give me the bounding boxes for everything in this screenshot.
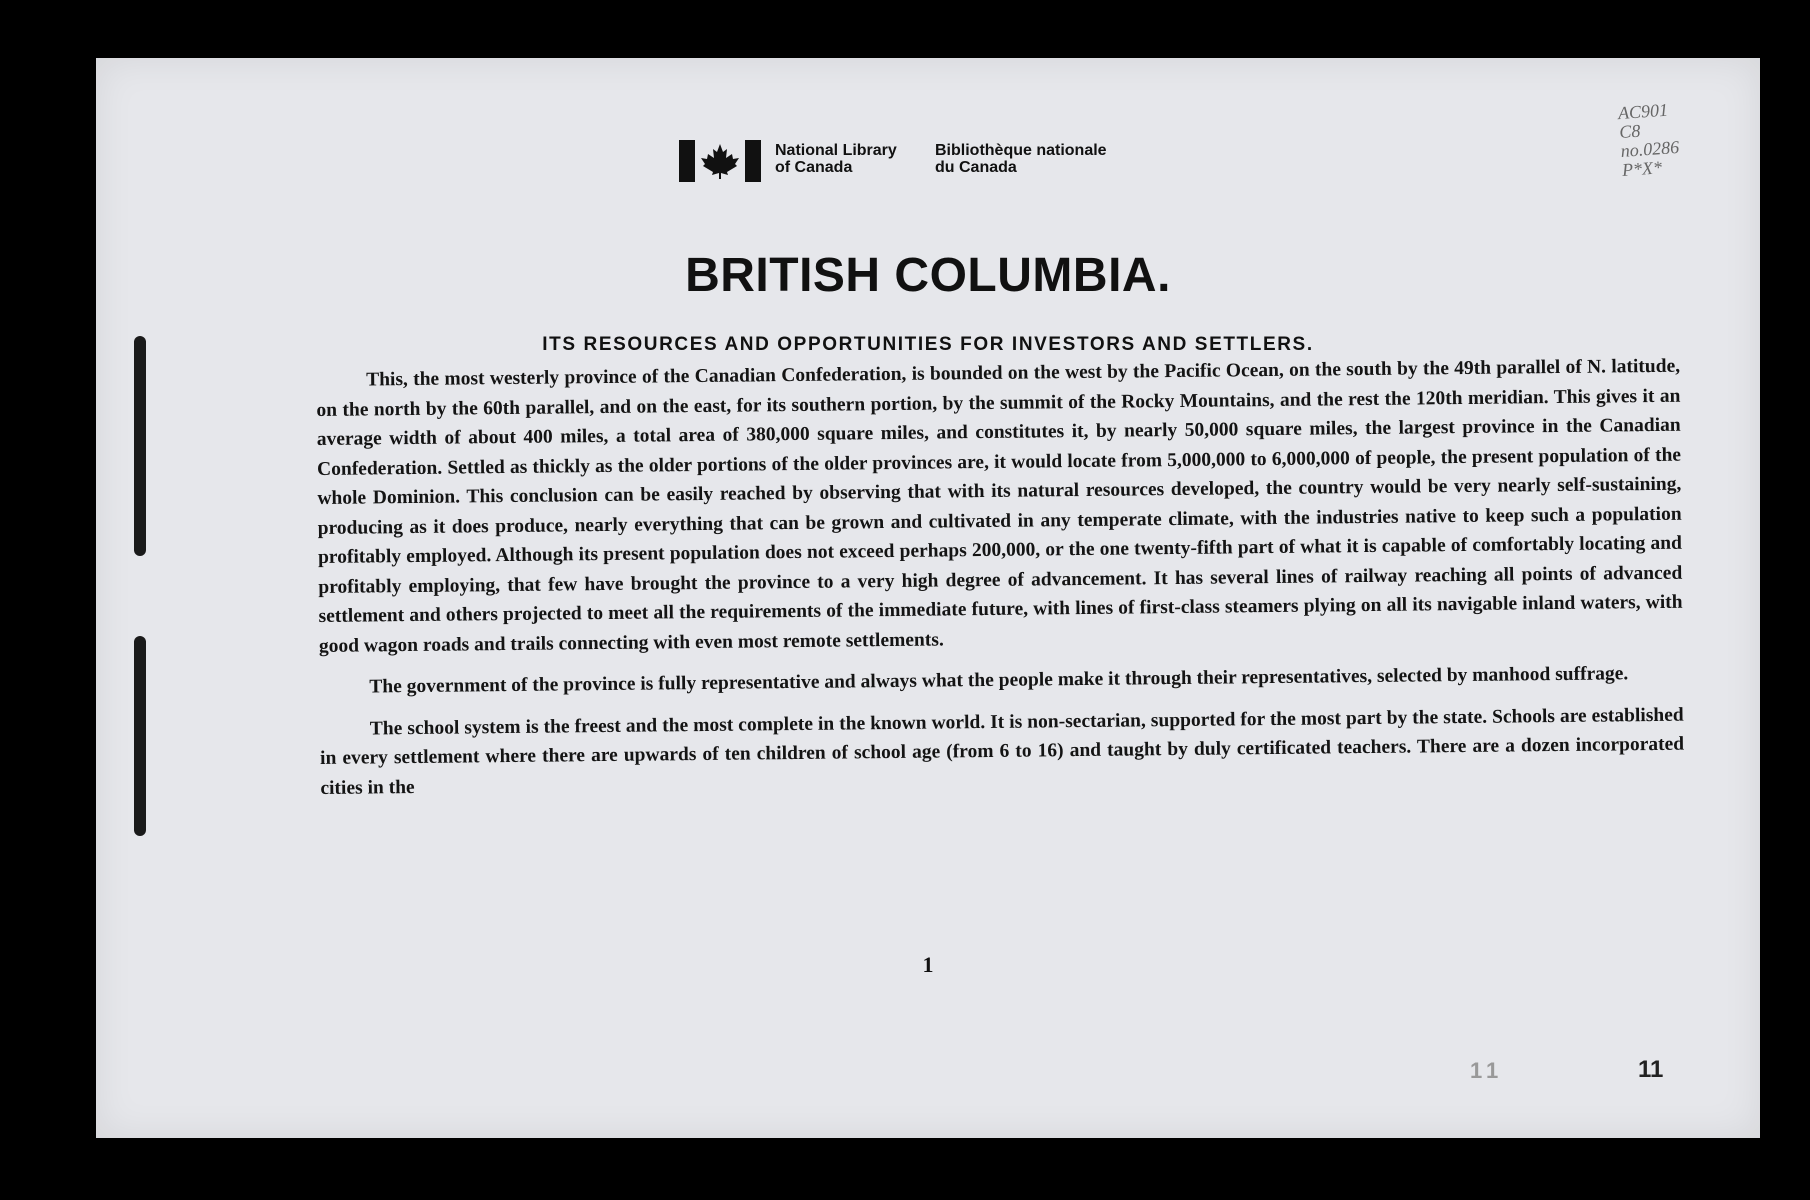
document-title: BRITISH COLUMBIA. — [685, 249, 1171, 302]
paragraph: This, the most westerly province of the Canadian Confederation, is bounded on the west by the Pacific Ocean, on the south by the 49th parallel of N. latitude, on the north by the 60th parallel, and on the east, for its southern portion, by the summit of the Rocky Mountains, and the rest the 120th meridian. This gives it an average width of about 400 miles, a total area of 380,000 square miles, and constitutes it, by nearly 50,000 square miles, the largest province in the Canadian Confederation. Settled as thickly as the older portions of the older provinces are, it would locate from 5,000,000 to 6,000,000 of people, the present population of the whole Dominion. This conclusion can be easily reached by observing that with its natural resources developed, the country would be very nearly self-sustaining, producing as it does produce, nearly everything that can be grown and cultivated in any temperate climate, with the industries native to keep such a population profitably employed. Although its present population does not exceed perhaps 200,000, or the one twenty-fifth part of what it is capable of comfortably locating and profitably employing, that few have brought the province to a very high degree of advancement. It has several lines of railway reaching all points of advanced settlement and others projected to meet all the requirements of the immediate future, with lines of first-class steamers plying on all its navigable inland waters, with good wagon roads and trails connecting with even most remote settlements. — [316, 355, 1683, 657]
binder-clip-top — [134, 336, 146, 556]
maple-leaf-icon — [699, 142, 741, 180]
document-subtitle: ITS RESOURCES AND OPPORTUNITIES FOR INVESTORS AND SETTLERS. — [542, 334, 1314, 355]
document-body — [316, 352, 1685, 815]
library-name-english: National Library of Canada — [775, 142, 897, 176]
library-name-french: Bibliothèque nationale du Canada — [935, 142, 1107, 176]
page-number: 1 — [922, 952, 934, 977]
binder-clip-bottom — [134, 636, 146, 836]
document-page — [96, 58, 1760, 1138]
paragraph: The school system is the freest and the most complete in the known world. It is non-sectarian, supported for the most part by the state. Schools are established in every settlement where there are upwards of ten children of school age (from 6 to 16) and taught by duly certificated teachers. There are a dozen incorporated cities in the — [320, 704, 1685, 799]
paragraph: The government of the province is fully representative and always what the people make it through their representatives, selected by manhood suffrage. — [369, 663, 1629, 698]
frame-code: 11 — [1470, 1058, 1504, 1083]
handwritten-catalog-note: AC901 C8 no.0286 P*X* — [1617, 99, 1680, 180]
library-logo — [679, 138, 1239, 186]
canada-flag-icon — [679, 138, 763, 184]
frame-mark: 11 — [1638, 1056, 1664, 1083]
